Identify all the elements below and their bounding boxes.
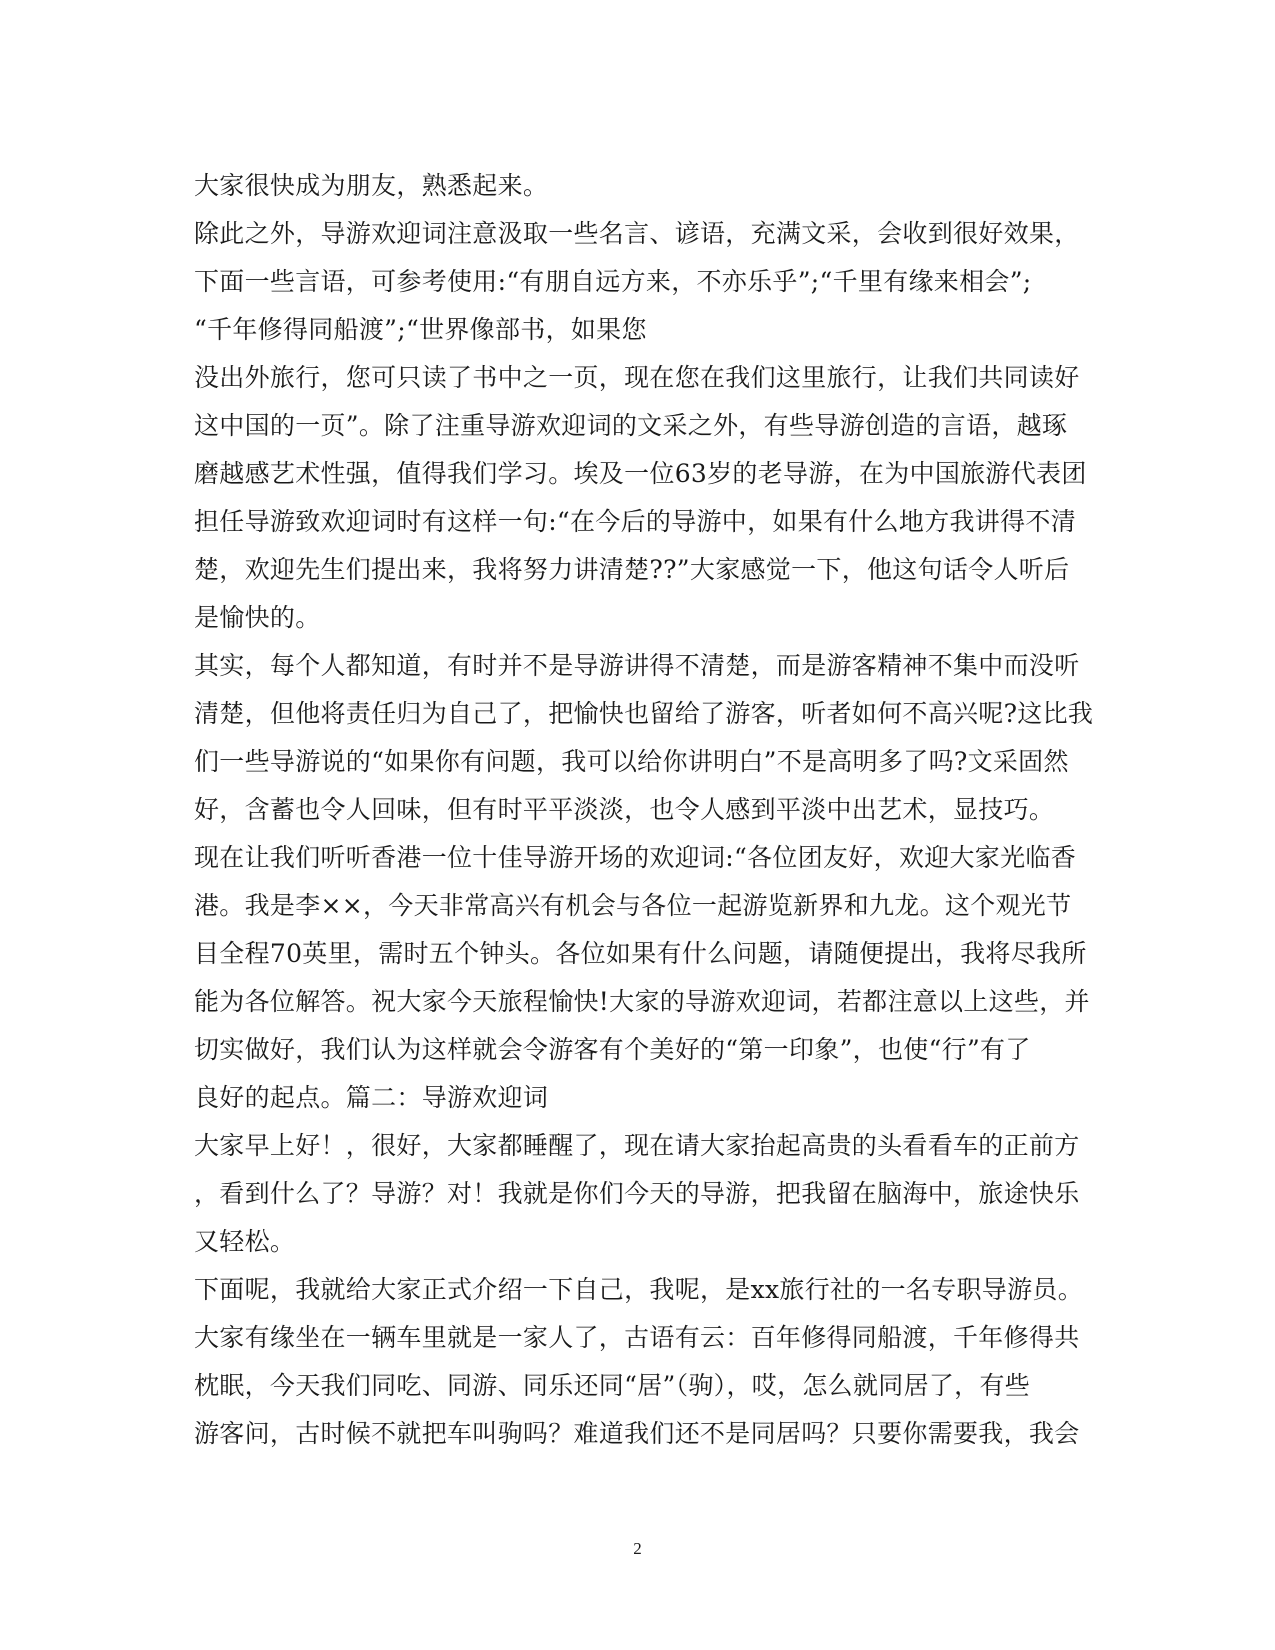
text-line: 大家早上好！，很好，大家都睡醒了，现在请大家抬起高贵的头看看车的正前方 [194, 1131, 1080, 1160]
body-text [194, 162, 1094, 1458]
text-line: 切实做好，我们认为这样就会令游客有个美好的“第一印象”，也使“行”有了 [194, 1035, 1031, 1064]
page-number: 2 [633, 1539, 642, 1558]
text-line: 现在让我们听听香港一位十佳导游开场的欢迎词:“各位团友好，欢迎大家光临香 [194, 843, 1077, 872]
text-line: 这中国的一页”。除了注重导游欢迎词的文采之外，有些导游创造的言语，越琢 [194, 411, 1068, 440]
text-line: 下面呢，我就给大家正式介绍一下自己，我呢，是xx旅行社的一名专职导游员。 [194, 1275, 1084, 1304]
text-line: 大家有缘坐在一辆车里就是一家人了，古语有云：百年修得同船渡，千年修得共 [194, 1323, 1080, 1352]
text-line: 又轻松。 [194, 1227, 296, 1256]
text-line: 良好的起点。篇二：导游欢迎词 [194, 1083, 549, 1112]
text-line: 好，含蓄也令人回味，但有时平平淡淡，也令人感到平淡中出艺术，显技巧。 [194, 795, 1055, 824]
text-line: 其实，每个人都知道，有时并不是导游讲得不清楚，而是游客精神不集中而没听 [194, 651, 1080, 680]
text-line: 目全程70英里，需时五个钟头。各位如果有什么问题，请随便提出，我将尽我所 [194, 939, 1087, 968]
text-line: 楚，欢迎先生们提出来，我将努力讲清楚??”大家感觉一下，他这句话令人听后 [194, 555, 1070, 584]
text-line: 清楚，但他将责任归为自己了，把愉快也留给了游客，听者如何不高兴呢?这比我 [194, 699, 1094, 728]
text-line: 大家很快成为朋友，熟悉起来。 [194, 171, 549, 200]
text-line: 港。我是李××，今天非常高兴有机会与各位一起游览新界和九龙。这个观光节 [194, 891, 1072, 920]
text-line: 是愉快的。 [194, 603, 321, 632]
text-line: 担任导游致欢迎词时有这样一句:“在今后的导游中，如果有什么地方我讲得不清 [194, 507, 1077, 536]
text-line: “千年修得同船渡”;“世界像部书，如果您 [194, 315, 647, 344]
text-line: 磨越感艺术性强，值得我们学习。埃及一位63岁的老导游，在为中国旅游代表团 [194, 459, 1087, 488]
text-line: 游客问，古时候不就把车叫驹吗？难道我们还不是同居吗？只要你需要我，我会 [194, 1419, 1080, 1448]
text-line: 枕眠，今天我们同吃、同游、同乐还同“居”（驹），哎，怎么就同居了，有些 [194, 1371, 1031, 1400]
text-line: 没出外旅行，您可只读了书中之一页，现在您在我们这里旅行，让我们共同读好 [194, 363, 1080, 392]
text-line: 们一些导游说的“如果你有问题，我可以给你讲明白”不是高明多了吗?文采固然 [194, 747, 1069, 776]
text-line: 能为各位解答。祝大家今天旅程愉快!大家的导游欢迎词，若都注意以上这些，并 [194, 987, 1090, 1016]
text-line: 下面一些言语，可参考使用:“有朋自远方来，不亦乐乎”;“千里有缘来相会”; [194, 267, 1032, 296]
text-line: 除此之外，导游欢迎词注意汲取一些名言、谚语，充满文采，会收到很好效果， [194, 219, 1080, 248]
text-line: ，看到什么了？导游？对！我就是你们今天的导游，把我留在脑海中，旅途快乐 [194, 1179, 1080, 1208]
